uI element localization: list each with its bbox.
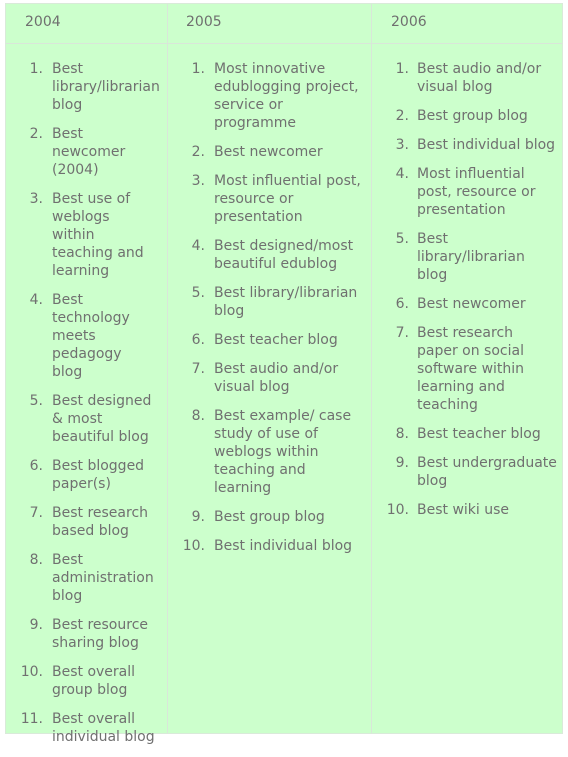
category-item bbox=[372, 425, 562, 443]
category-item bbox=[6, 663, 167, 699]
category-item bbox=[168, 284, 371, 320]
item-number: 8. bbox=[395, 426, 409, 442]
item-label: Best newcomer bbox=[214, 144, 323, 160]
category-item bbox=[168, 331, 371, 349]
category-item bbox=[6, 616, 167, 652]
item-number: 3. bbox=[395, 137, 409, 153]
category-item bbox=[372, 454, 562, 490]
item-number: 11. bbox=[20, 711, 43, 727]
category-item bbox=[372, 501, 562, 519]
category-list-2004 bbox=[6, 60, 167, 757]
item-number: 1. bbox=[191, 61, 205, 77]
item-label: Best newcomer bbox=[417, 296, 526, 312]
item-label: Best teacher blog bbox=[417, 426, 541, 442]
category-item bbox=[6, 457, 167, 493]
item-label: Best newcomer (2004) bbox=[52, 126, 126, 178]
column-header-2006: 2006 bbox=[372, 4, 562, 44]
item-number: 4. bbox=[191, 238, 205, 254]
column-2006 bbox=[371, 4, 562, 733]
category-item bbox=[6, 60, 167, 114]
item-number: 9. bbox=[395, 455, 409, 471]
category-item bbox=[6, 504, 167, 540]
column-header-2004: 2004 bbox=[6, 4, 167, 44]
item-label: Best research paper on social software within learning and teaching bbox=[417, 325, 525, 413]
category-item bbox=[168, 407, 371, 497]
item-label: Best administration blog bbox=[52, 552, 154, 604]
column-2005 bbox=[167, 4, 371, 733]
item-label: Best example/ case study of use of weblogs within teaching and learning bbox=[214, 408, 352, 496]
item-number: 10. bbox=[182, 538, 205, 554]
category-item bbox=[168, 360, 371, 396]
item-label: Best library/librarian blog bbox=[214, 285, 358, 319]
item-number: 9. bbox=[29, 617, 43, 633]
item-number: 2. bbox=[191, 144, 205, 160]
awards-categories-table bbox=[5, 3, 563, 745]
category-item bbox=[372, 295, 562, 313]
item-number: 7. bbox=[395, 325, 409, 341]
item-number: 4. bbox=[29, 292, 43, 308]
category-item bbox=[6, 190, 167, 280]
category-item bbox=[168, 237, 371, 273]
item-number: 1. bbox=[29, 61, 43, 77]
item-label: Most influential post, resource or presentation bbox=[214, 173, 361, 225]
category-list-2006 bbox=[372, 60, 562, 530]
category-item bbox=[168, 60, 371, 132]
category-item bbox=[372, 165, 562, 219]
item-label: Best library/librarian blog bbox=[52, 61, 160, 113]
item-number: 2. bbox=[29, 126, 43, 142]
item-label: Best teacher blog bbox=[214, 332, 338, 348]
category-item bbox=[168, 172, 371, 226]
item-number: 3. bbox=[29, 191, 43, 207]
item-label: Best blogged paper(s) bbox=[52, 458, 145, 492]
item-number: 6. bbox=[395, 296, 409, 312]
item-label: Most influential post, resource or presentation bbox=[417, 166, 536, 218]
item-label: Best individual blog bbox=[417, 137, 556, 153]
item-number: 10. bbox=[20, 664, 43, 680]
category-item bbox=[372, 324, 562, 414]
category-list-2005 bbox=[168, 60, 371, 566]
item-label: Best group blog bbox=[417, 108, 528, 124]
item-label: Best technology meets pedagogy blog bbox=[52, 292, 130, 380]
item-label: Best individual blog bbox=[214, 538, 353, 554]
category-item bbox=[6, 392, 167, 446]
column-header-2005: 2005 bbox=[168, 4, 371, 44]
category-item bbox=[6, 291, 167, 381]
item-label: Best library/librarian blog bbox=[417, 231, 525, 283]
category-item bbox=[168, 143, 371, 161]
item-label: Best designed & most beautiful blog bbox=[52, 393, 152, 445]
category-item bbox=[168, 537, 371, 555]
item-label: Best audio and/or visual blog bbox=[417, 61, 542, 95]
item-label: Best overall group blog bbox=[52, 664, 136, 698]
item-number: 8. bbox=[29, 552, 43, 568]
item-label: Best research based blog bbox=[52, 505, 149, 539]
category-item bbox=[372, 230, 562, 284]
category-item bbox=[372, 60, 562, 96]
item-label: Best wiki use bbox=[417, 502, 510, 518]
category-item bbox=[168, 508, 371, 526]
item-label: Best group blog bbox=[214, 509, 325, 525]
item-number: 10. bbox=[386, 502, 409, 518]
item-label: Best overall individual blog bbox=[52, 711, 155, 745]
category-item bbox=[6, 710, 167, 746]
column-2004 bbox=[6, 4, 167, 745]
item-number: 5. bbox=[191, 285, 205, 301]
item-label: Best audio and/or visual blog bbox=[214, 361, 339, 395]
category-item bbox=[372, 136, 562, 154]
item-number: 7. bbox=[29, 505, 43, 521]
item-label: Most innovative edublogging project, service or programme bbox=[214, 61, 359, 131]
item-label: Best designed/most beautiful edublog bbox=[214, 238, 354, 272]
item-label: Best use of weblogs within teaching and learning bbox=[52, 191, 144, 279]
item-number: 6. bbox=[29, 458, 43, 474]
item-number: 3. bbox=[191, 173, 205, 189]
category-item bbox=[372, 107, 562, 125]
item-number: 4. bbox=[395, 166, 409, 182]
item-number: 7. bbox=[191, 361, 205, 377]
item-number: 5. bbox=[29, 393, 43, 409]
item-number: 5. bbox=[395, 231, 409, 247]
category-item bbox=[6, 125, 167, 179]
item-label: Best undergraduate blog bbox=[417, 455, 557, 489]
category-item bbox=[6, 551, 167, 605]
item-number: 1. bbox=[395, 61, 409, 77]
item-label: Best resource sharing blog bbox=[52, 617, 149, 651]
item-number: 6. bbox=[191, 332, 205, 348]
item-number: 8. bbox=[191, 408, 205, 424]
item-number: 9. bbox=[191, 509, 205, 525]
item-number: 2. bbox=[395, 108, 409, 124]
